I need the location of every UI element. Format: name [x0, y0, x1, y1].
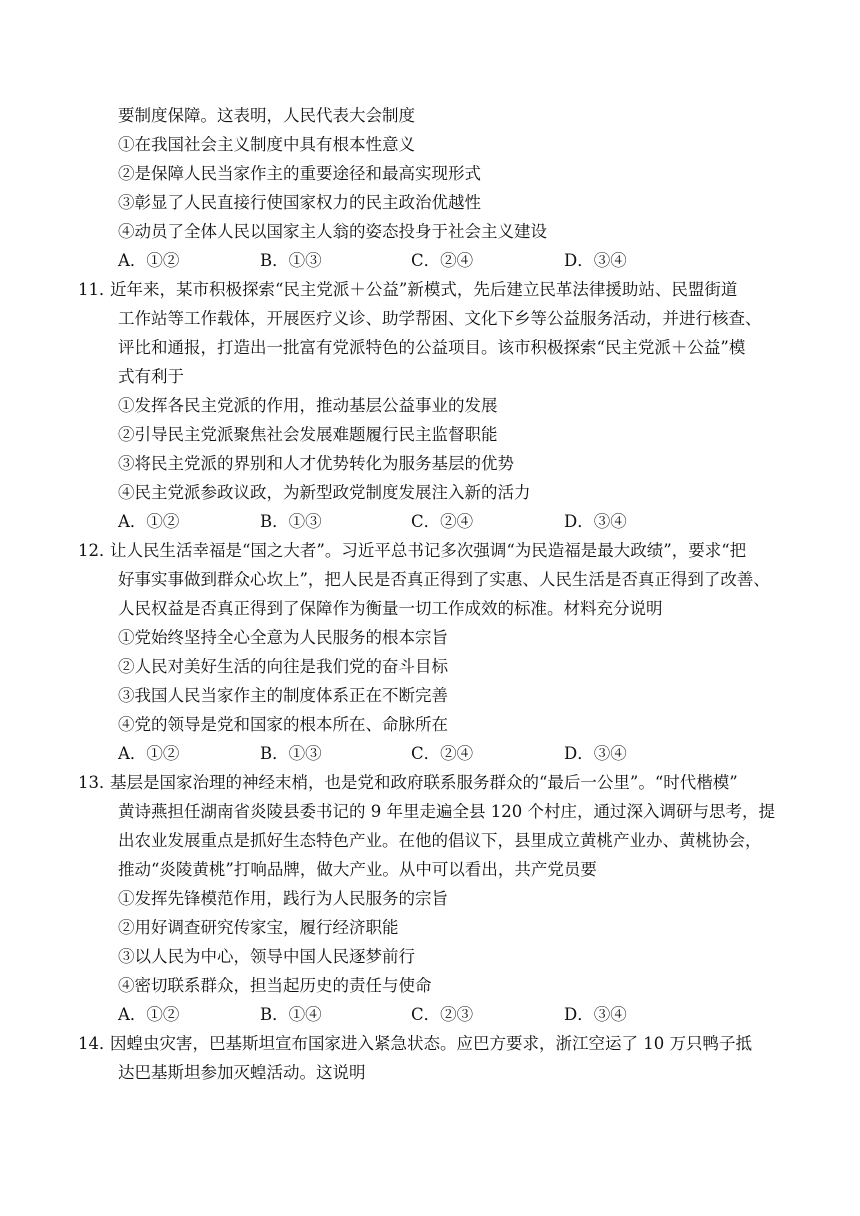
q14-stem-1: 因蝗虫灾害，巴基斯坦宣布国家进入紧急状态。应巴方要求，浙江空运了 10 万只鸭子抵: [110, 1034, 752, 1053]
q13-number: 13．: [78, 773, 116, 792]
q11-number: 11．: [78, 280, 116, 299]
q13-choice-2: ②用好调查研究传家宝，履行经济职能: [118, 918, 399, 937]
q13-choice-3: ③以人民为中心，领导中国人民逐梦前行: [118, 947, 415, 966]
q12-option-c: C．②④: [411, 744, 474, 763]
q10-stem-tail: 要制度保障。这表明，人民代表大会制度: [118, 106, 415, 125]
q11-stem-2: 工作站等工作载体，开展医疗义诊、助学帮困、文化下乡等公益服务活动，并进行核查、: [118, 309, 762, 328]
q12-option-a: A．①②: [118, 744, 180, 763]
q11-option-a: A．①②: [118, 512, 180, 531]
q10-choice-4: ④动员了全体人民以国家主人翁的姿态投身于社会主义建设: [118, 222, 547, 241]
q10-choice-2: ②是保障人民当家作主的重要途径和最高实现形式: [118, 164, 481, 183]
q13-option-a: A．①②: [118, 1005, 180, 1024]
q11-choice-3: ③将民主党派的界别和人才优势转化为服务基层的优势: [118, 454, 514, 473]
q13-choice-4: ④密切联系群众，担当起历史的责任与使命: [118, 976, 432, 995]
q10-choice-1: ①在我国社会主义制度中具有根本性意义: [118, 135, 415, 154]
q13-stem-1: 基层是国家治理的神经末梢，也是党和政府联系服务群众的“最后一公里”。“时代楷模”: [110, 773, 738, 792]
q12-choice-3: ③我国人民当家作主的制度体系正在不断完善: [118, 686, 448, 705]
q12-stem-2: 好事实事做到群众心坎上”，把人民是否真正得到了实惠、人民生活是否真正得到了改善、: [118, 570, 770, 589]
q11-options: [118, 510, 718, 534]
q11-choice-2: ②引导民主党派聚焦社会发展难题履行民主监督职能: [118, 425, 498, 444]
q11-stem-3: 评比和通报，打造出一批富有党派特色的公益项目。该市积极探索“民主党派＋公益”模: [118, 338, 746, 357]
q10-option-d: D．③④: [564, 251, 627, 270]
q12-option-b: B．①③: [260, 744, 322, 763]
q12-stem-3: 人民权益是否真正得到了保障作为衡量一切工作成效的标准。材料充分说明: [118, 599, 663, 618]
q13-stem-2: 黄诗燕担任湖南省炎陵县委书记的 9 年里走遍全县 120 个村庄，通过深入调研与思考，提: [118, 802, 775, 821]
q13-stem-4: 推动“炎陵黄桃”打响品牌，做大产业。从中可以看出，共产党员要: [118, 860, 597, 879]
q13-option-d: D．③④: [564, 1005, 627, 1024]
q11-stem-4: 式有利于: [118, 367, 184, 386]
q13-stem-3: 出农业发展重点是抓好生态特色产业。在他的倡议下，县里成立黄桃产业办、黄桃协会，: [118, 831, 762, 850]
q10-option-b: B．①③: [260, 251, 322, 270]
q11-option-d: D．③④: [564, 512, 627, 531]
q12-options: [118, 742, 718, 766]
q11-stem-1: 近年来，某市积极探索“民主党派＋公益”新模式，先后建立民革法律援助站、民盟街道: [110, 280, 738, 299]
q11-choice-1: ①发挥各民主党派的作用，推动基层公益事业的发展: [118, 396, 498, 415]
q12-choice-2: ②人民对美好生活的向往是我们党的奋斗目标: [118, 657, 448, 676]
q11-choice-4: ④民主党派参政议政，为新型政党制度发展注入新的活力: [118, 483, 531, 502]
q13-choice-1: ①发挥先锋模范作用，践行为人民服务的宗旨: [118, 889, 448, 908]
q14-number: 14．: [78, 1034, 116, 1053]
q12-choice-1: ①党始终坚持全心全意为人民服务的根本宗旨: [118, 628, 448, 647]
q11-option-c: C．②④: [411, 512, 474, 531]
q10-choice-3: ③彰显了人民直接行使国家权力的民主政治优越性: [118, 193, 481, 212]
q12-option-d: D．③④: [564, 744, 627, 763]
q12-number: 12．: [78, 541, 116, 560]
q14-stem-2: 达巴基斯坦参加灭蝗活动。这说明: [118, 1063, 366, 1082]
q13-option-b: B．①④: [260, 1005, 322, 1024]
q13-options: [118, 1003, 718, 1027]
q11-option-b: B．①③: [260, 512, 322, 531]
q10-options: [118, 249, 718, 273]
q10-option-c: C．②④: [411, 251, 474, 270]
q12-choice-4: ④党的领导是党和国家的根本所在、命脉所在: [118, 715, 448, 734]
q13-option-c: C．②③: [411, 1005, 474, 1024]
q12-stem-1: 让人民生活幸福是“国之大者”。习近平总书记多次强调“为民造福是最大政绩”，要求“把: [110, 541, 747, 560]
q10-option-a: A．①②: [118, 251, 180, 270]
